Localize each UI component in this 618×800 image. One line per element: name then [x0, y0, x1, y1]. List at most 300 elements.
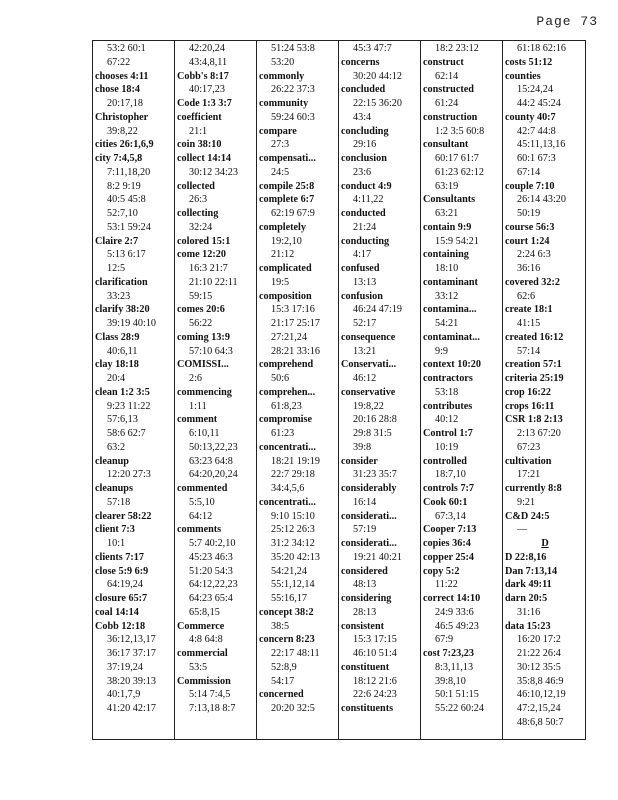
index-reference: 63:23 64:8: [189, 455, 233, 467]
index-term: concept 38:2: [259, 606, 314, 618]
index-term: comprehend: [259, 359, 314, 371]
index-reference: 18:21 19:19: [271, 455, 320, 467]
index-reference: 55:16,17: [271, 593, 307, 604]
index-reference: 59:24 60:3: [271, 111, 315, 123]
index-term: Class 28:9: [95, 331, 140, 343]
index-reference: 4:11,22: [353, 194, 384, 206]
index-reference: 67:23: [517, 441, 541, 453]
index-reference: 34:4,5,6: [271, 483, 305, 494]
index-term: close 5:9 6:9: [95, 565, 149, 577]
index-term: contractors: [423, 373, 473, 384]
index-term: clean 1:2 3:5: [95, 386, 150, 398]
index-term: Commerce: [177, 620, 225, 632]
index-term: concluded: [341, 84, 386, 96]
index-reference: 7:11,18,20: [107, 166, 151, 178]
index-reference: 16:3 21:7: [189, 263, 228, 274]
index-reference: 57:18: [107, 496, 131, 508]
index-reference: 60:1 67:3: [517, 153, 556, 164]
index-reference: 50:1 51:15: [435, 689, 479, 701]
index-reference: 26:22 37:3: [271, 84, 315, 96]
index-reference: 45:11,13,16: [517, 139, 566, 151]
index-term: concluding: [341, 125, 389, 137]
index-reference: 46:12: [353, 373, 377, 384]
index-reference: 20:20 32:5: [271, 703, 315, 714]
index-term: Cook 60:1: [423, 496, 468, 508]
index-reference: 61:23: [271, 428, 295, 439]
index-reference: 2:13 67:20: [517, 428, 561, 439]
index-reference: 7:13,18 8:7: [189, 703, 236, 714]
index-reference: 31:23 35:7: [353, 469, 397, 481]
index-term: Cobb's 8:17: [177, 70, 229, 82]
index-reference: 30:12 34:23: [189, 166, 238, 178]
index-reference: 67:9: [435, 634, 454, 646]
index-reference: 57:6,13: [107, 414, 138, 426]
index-term: coefficient: [177, 111, 222, 123]
index-term: considerati...: [341, 510, 397, 522]
index-term: D 22:8,16: [505, 551, 547, 563]
index-reference: 12:20 27:3: [107, 469, 151, 481]
index-term: course 56:3: [505, 221, 555, 233]
index-term: clarify 38:20: [95, 304, 150, 316]
index-term: create 18:1: [505, 304, 553, 316]
index-term: counties: [505, 70, 541, 82]
index-reference: 33:12: [435, 290, 459, 302]
index-reference: 35:20 42:13: [271, 551, 320, 563]
index-term: Consultants: [423, 194, 476, 206]
index-term: composition: [259, 290, 312, 302]
index-reference: 20:16 28:8: [353, 414, 397, 426]
index-reference: 15:3 17:16: [271, 304, 315, 316]
index-term: coming 13:9: [177, 331, 230, 343]
index-term: compromise: [259, 414, 313, 426]
index-term: considering: [341, 593, 392, 604]
index-reference: 21:24: [353, 221, 377, 233]
index-column-1: [93, 41, 175, 739]
index-term: dark 49:11: [505, 579, 552, 591]
index-term: compile 25:8: [259, 180, 315, 192]
index-term: contamina...: [423, 304, 477, 316]
index-reference: 26:3: [189, 194, 208, 206]
index-reference: 10:19: [435, 441, 459, 453]
index-term: compensati...: [259, 153, 316, 164]
index-reference: 63:21: [435, 208, 459, 219]
index-term: conducting: [341, 235, 390, 247]
index-term: created 16:12: [505, 331, 564, 343]
index-term: chooses 4:11: [95, 70, 149, 82]
index-term: considered: [341, 565, 388, 577]
index-reference: 22:17 48:11: [271, 648, 320, 659]
index-reference: 62:14: [435, 70, 459, 82]
index-term: Dan 7:13,14: [505, 565, 558, 577]
index-reference: 9:23 11:22: [107, 400, 151, 412]
index-reference: 15:3 17:15: [353, 634, 397, 646]
index-reference: 28:13: [353, 606, 377, 618]
index-reference: 40:6,11: [107, 345, 138, 357]
index-term: comprehen...: [259, 386, 316, 398]
index-reference: 2:24 6:3: [517, 249, 551, 261]
index-reference: 19:2,10: [271, 235, 302, 247]
index-reference: 6:10,11: [189, 428, 220, 439]
index-term: conduct 4:9: [341, 180, 392, 192]
index-reference: 64:12,22,23: [189, 579, 238, 591]
index-term: constituents: [341, 703, 394, 714]
index-term: controls 7:7: [423, 483, 475, 494]
index-reference: 40:5 45:8: [107, 194, 146, 206]
index-reference: 36:16: [517, 263, 541, 274]
index-term: considerati...: [341, 538, 397, 549]
index-reference: 13:21: [353, 345, 377, 357]
index-term: clarification: [95, 276, 148, 288]
index-term: constructed: [423, 84, 474, 96]
index-term: collecting: [177, 208, 219, 219]
index-reference: 61:23 62:12: [435, 166, 484, 178]
index-term: C&D 24:5: [505, 510, 550, 522]
index-reference: 38:5: [271, 620, 290, 632]
index-reference: 62:6: [517, 290, 536, 302]
index-term: consider: [341, 455, 378, 467]
index-term: comment: [177, 414, 218, 426]
index-term: data 15:23: [505, 620, 551, 632]
index-reference: 57:19: [353, 524, 377, 536]
index-term: commencing: [177, 386, 232, 398]
index-reference: 42:7 44:8: [517, 125, 556, 137]
index-reference: 17:21: [517, 469, 541, 481]
index-reference: 38:20 39:13: [107, 675, 156, 687]
index-term: cost 7:23,23: [423, 648, 474, 659]
index-reference: 31:16: [517, 606, 541, 618]
index-term: copies 36:4: [423, 538, 471, 549]
index-reference: 54:21: [435, 318, 459, 329]
index-column-2: [175, 41, 257, 739]
index-reference: 53:2 60:1: [107, 43, 146, 54]
index-reference: 43:4,8,11: [189, 56, 228, 68]
index-term: contributes: [423, 400, 473, 412]
index-reference: 21:17 25:17: [271, 318, 320, 329]
index-reference: 67:22: [107, 56, 131, 68]
index-term: crop 16:22: [505, 386, 551, 398]
index-reference: 46:10 51:4: [353, 648, 397, 659]
index-term: commonly: [259, 70, 305, 82]
index-reference: 67:3,14: [435, 510, 466, 522]
index-reference: 23:6: [353, 166, 372, 178]
index-reference: 10:1: [107, 538, 126, 549]
index-term: containing: [423, 249, 469, 261]
index-term: Cooper 7:13: [423, 524, 477, 536]
index-term: cultivation: [505, 455, 552, 467]
index-reference: 53:1 59:24: [107, 221, 151, 233]
index-reference: 43:4: [353, 111, 372, 123]
index-term: conclusion: [341, 153, 387, 164]
index-reference: 64:12: [189, 510, 213, 522]
index-term: commented: [177, 483, 228, 494]
index-reference: 30:12 35:5: [517, 661, 561, 673]
index-term: colored 15:1: [177, 235, 231, 247]
index-reference: 11:22: [435, 579, 458, 591]
index-reference: 46:5 49:23: [435, 620, 479, 632]
index-reference: 40:12: [435, 414, 459, 426]
index-term: concerned: [259, 689, 304, 701]
index-term: complete 6:7: [259, 194, 315, 206]
index-term: considerably: [341, 483, 397, 494]
index-reference: 54:21,24: [271, 565, 307, 577]
index-reference: 5:14 7:4,5: [189, 689, 231, 701]
index-term: costs 51:12: [505, 56, 553, 68]
index-term: completely: [259, 221, 306, 233]
index-reference: 67:14: [517, 166, 541, 178]
index-reference: 53:20: [271, 56, 295, 68]
index-term: closure 65:7: [95, 593, 148, 604]
index-term: creation 57:1: [505, 359, 562, 371]
index-reference: 29:8 31:5: [353, 428, 392, 439]
index-term: collect 14:14: [177, 153, 232, 164]
index-reference: 56:22: [189, 318, 213, 329]
index-term: concerns: [341, 56, 380, 68]
index-term: conservative: [341, 386, 396, 398]
index-term: comes 20:6: [177, 304, 225, 316]
index-term: clay 18:18: [95, 359, 139, 371]
index-reference: 15:24,24: [517, 84, 553, 96]
index-term: county 40:7: [505, 111, 556, 123]
index-reference: 16:14: [353, 496, 377, 508]
index-reference: 51:20 54:3: [189, 565, 233, 577]
index-reference: 44:2 45:24: [517, 98, 561, 109]
index-reference: 18:7,10: [435, 469, 466, 481]
index-reference: 21:10 22:11: [189, 276, 238, 288]
index-reference: 37:19,24: [107, 661, 143, 673]
index-reference: 33:23: [107, 290, 131, 302]
index-reference: 22:7 29:18: [271, 469, 315, 481]
index-term: clients 7:17: [95, 551, 144, 563]
index-term: construct: [423, 56, 464, 68]
index-reference: 8:3,11,13: [435, 661, 474, 673]
index-term: city 7:4,5,8: [95, 153, 143, 164]
index-reference: 53:5: [189, 661, 208, 673]
index-reference: 1:11: [189, 400, 207, 412]
index-reference: 15:9 54:21: [435, 235, 479, 247]
index-reference: 47:2,15,24: [517, 703, 561, 714]
index-term: context 10:20: [423, 359, 481, 371]
index-reference: 61:24: [435, 98, 459, 109]
index-reference: 64:20,20,24: [189, 469, 238, 481]
index-term: covered 32:2: [505, 276, 560, 288]
index-term: conducted: [341, 208, 386, 219]
index-term: complicated: [259, 263, 312, 274]
index-reference: 12:5: [107, 263, 126, 274]
index-reference: 18:2 23:12: [435, 43, 479, 54]
index-term: clearer 58:22: [95, 510, 152, 522]
index-term: consultant: [423, 139, 469, 151]
index-reference: 36:12,13,17: [107, 634, 156, 646]
index-reference: 64:19,24: [107, 579, 143, 591]
index-term: confusion: [341, 290, 383, 302]
index-term: cleanup: [95, 455, 129, 467]
index-reference: 46:24 47:19: [353, 304, 402, 316]
index-term: criteria 25:19: [505, 373, 564, 384]
index-reference: 24:5: [271, 166, 290, 178]
index-column-5: [421, 41, 503, 739]
index-term: CSR 1:8 2:13: [505, 414, 563, 426]
index-term: contaminant: [423, 276, 478, 288]
index-reference: 9:10 15:10: [271, 510, 315, 522]
index-term: community: [259, 98, 309, 109]
index-term: compare: [259, 125, 297, 137]
index-term: construction: [423, 111, 478, 123]
index-reference: 32:24: [189, 221, 213, 233]
index-reference: 41:15: [517, 318, 541, 329]
index-term: client 7:3: [95, 524, 135, 536]
index-reference: 42:20,24: [189, 43, 225, 54]
index-term: couple 7:10: [505, 180, 555, 192]
index-term: Commission: [177, 675, 231, 687]
index-reference: 65:8,15: [189, 606, 220, 618]
index-reference: 30:20 44:12: [353, 70, 402, 82]
index-term: coal 14:14: [95, 606, 139, 618]
index-reference: 21:1: [189, 125, 208, 137]
index-reference: 35:8,8 46:9: [517, 675, 564, 687]
index-term: cleanups: [95, 483, 133, 494]
index-reference: 39:8,10: [435, 675, 466, 687]
index-term: concern 8:23: [259, 634, 315, 646]
index-term: Cobb 12:18: [95, 620, 146, 632]
index-reference: 39:8: [353, 441, 372, 453]
index-term: concentrati...: [259, 496, 316, 508]
index-term: Control 1:7: [423, 428, 473, 439]
index-reference: 18:12 21:6: [353, 675, 397, 687]
index-column-6: [503, 41, 585, 739]
index-reference: 50:13,22,23: [189, 441, 238, 453]
index-term: Code 1:3 3:7: [177, 98, 232, 109]
index-reference: 9:21: [517, 496, 536, 508]
index-reference: 45:3 47:7: [353, 43, 392, 54]
index-reference: 9:9: [435, 345, 449, 357]
index-term: come 12:20: [177, 249, 226, 261]
index-term: concentrati...: [259, 441, 316, 453]
index-term: Christopher: [95, 111, 149, 123]
index-reference: 58:6 62:7: [107, 428, 146, 439]
index-reference: 19:5: [271, 276, 290, 288]
index-reference: 8:2 9:19: [107, 180, 141, 192]
index-reference: 53:18: [435, 386, 459, 398]
index-reference: —: [517, 524, 528, 536]
word-index-grid: [92, 40, 586, 740]
index-reference: 61:8,23: [271, 400, 302, 412]
index-reference: 5:5,10: [189, 496, 215, 508]
index-term: Conservati...: [341, 359, 397, 371]
index-term: correct 14:10: [423, 593, 481, 604]
index-reference: 39:8,22: [107, 125, 138, 137]
index-reference: 16:20 17:2: [517, 634, 561, 646]
index-term: crops 16:11: [505, 400, 555, 412]
index-reference: 2:6: [189, 373, 203, 384]
index-reference: 20:17,18: [107, 98, 143, 109]
index-reference: 54:17: [271, 675, 295, 687]
index-term: darn 20:5: [505, 593, 548, 604]
index-term: collected: [177, 180, 215, 192]
index-reference: 27:3: [271, 139, 290, 151]
index-term: copy 5:2: [423, 565, 460, 577]
index-reference: 57:14: [517, 345, 541, 357]
index-reference: 25:12 26:3: [271, 524, 315, 536]
index-reference: 1:2 3:5 60:8: [435, 125, 485, 137]
index-term: constituent: [341, 661, 390, 673]
index-term: cities 26:1,6,9: [95, 139, 154, 151]
index-reference: 63:2: [107, 441, 126, 453]
index-term: contaminat...: [423, 331, 480, 343]
index-term: controlled: [423, 455, 467, 467]
index-term: COMISSI...: [177, 359, 229, 371]
index-reference: 21:12: [271, 249, 295, 261]
index-reference: 60:17 61:7: [435, 153, 479, 164]
index-reference: 48:13: [353, 579, 377, 591]
index-reference: 62:19 67:9: [271, 208, 315, 219]
index-reference: 13:13: [353, 276, 377, 288]
index-reference: 52:7,10: [107, 208, 138, 219]
index-reference: 20:4: [107, 373, 126, 384]
page-number: Page 73: [536, 14, 598, 29]
section-letter: D: [541, 538, 549, 549]
index-term: chose 18:4: [95, 84, 140, 96]
index-reference: 57:10 64:3: [189, 345, 233, 357]
index-reference: 22:6 24:23: [353, 689, 397, 701]
index-reference: 36:17 37:17: [107, 648, 156, 659]
index-reference: 5:13 6:17: [107, 249, 146, 261]
index-reference: 50:6: [271, 373, 290, 384]
index-term: currently 8:8: [505, 483, 562, 494]
index-reference: 40:17,23: [189, 84, 225, 96]
index-term: coin 38:10: [177, 139, 222, 151]
index-reference: 46:10,12,19: [517, 689, 566, 701]
index-reference: 26:14 43:20: [517, 194, 566, 206]
index-reference: 39:19 40:10: [107, 318, 156, 329]
index-term: consequence: [341, 331, 396, 343]
index-reference: 19:8,22: [353, 400, 384, 412]
index-reference: 45:23 46:3: [189, 551, 233, 563]
index-term: contain 9:9: [423, 221, 472, 233]
index-reference: 4:8 64:8: [189, 634, 223, 646]
index-reference: 19:21 40:21: [353, 551, 402, 563]
index-reference: 59:15: [189, 290, 213, 302]
index-term: consistent: [341, 620, 385, 632]
index-reference: 22:15 36:20: [353, 98, 402, 109]
index-reference: 50:19: [517, 208, 541, 219]
index-term: confused: [341, 263, 380, 274]
index-reference: 40:1,7,9: [107, 689, 141, 701]
index-reference: 28:21 33:16: [271, 345, 320, 357]
index-reference: 31:2 34:12: [271, 538, 315, 549]
index-column-3: [257, 41, 339, 739]
index-reference: 21:22 26:4: [517, 648, 561, 659]
index-reference: 55:22 60:24: [435, 703, 484, 714]
index-reference: 41:20 42:17: [107, 703, 156, 714]
index-reference: 63:19: [435, 180, 459, 192]
index-reference: 48:6,8 50:7: [517, 716, 564, 728]
index-term: comments: [177, 524, 222, 536]
index-column-4: [339, 41, 421, 739]
index-reference: 4:17: [353, 249, 372, 261]
index-term: commercial: [177, 648, 228, 659]
index-reference: 61:18 62:16: [517, 43, 566, 54]
index-reference: 51:24 53:8: [271, 43, 315, 54]
index-reference: 5:7 40:2,10: [189, 538, 236, 549]
index-reference: 64:23 65:4: [189, 593, 233, 604]
index-term: Claire 2:7: [95, 235, 139, 247]
index-reference: 24:9 33:6: [435, 606, 474, 618]
index-term: court 1:24: [505, 235, 550, 247]
index-reference: 55:1,12,14: [271, 579, 315, 591]
index-reference: 29:16: [353, 139, 377, 151]
index-reference: 27:21,24: [271, 331, 307, 343]
index-reference: 52:8,9: [271, 661, 297, 673]
